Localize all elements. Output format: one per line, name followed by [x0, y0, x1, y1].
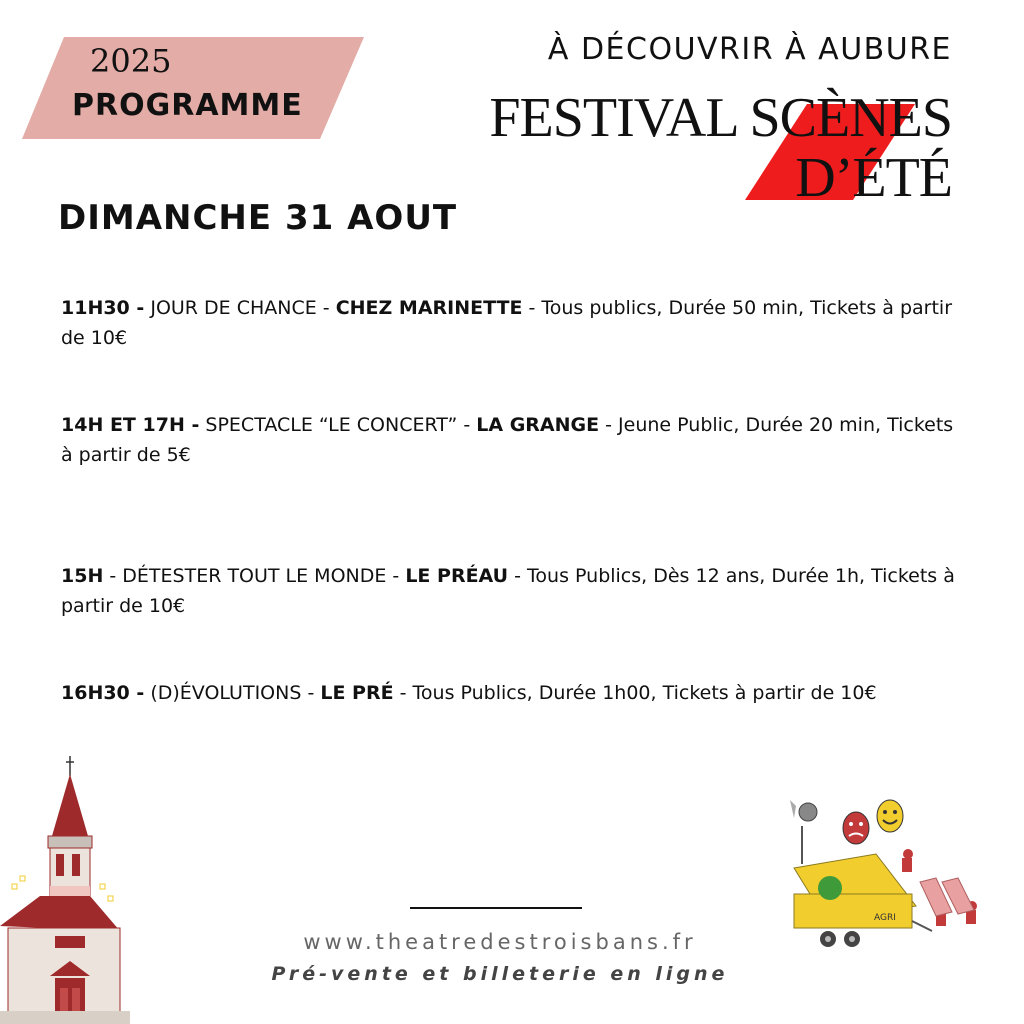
event-venue: LA GRANGE — [476, 414, 600, 436]
festival-title-line2: D’ÉTÉ — [795, 147, 952, 209]
event-time: 11H30 - — [61, 297, 145, 319]
event-details: - Tous publics, Durée 50 min, Tickets à partir de 10€ — [61, 297, 953, 349]
spotlight-icon — [790, 800, 817, 864]
event-venue: CHEZ MARINETTE — [335, 297, 523, 319]
festival-title-line1: FESTIVAL SCÈNES — [489, 87, 952, 149]
event-details: - Tous Publics, Dès 12 ans, Durée 1h, Tickets à partir de 10€ — [61, 565, 955, 617]
footer-tagline: Pré-vente et billeterie en ligne — [271, 963, 729, 985]
programme-label: PROGRAMME — [72, 88, 303, 123]
event-title: SPECTACLE “LE CONCERT” - — [199, 414, 477, 436]
event-venue: LE PRÉAU — [405, 565, 509, 587]
event-item — [61, 410, 961, 470]
event-time: 15H — [61, 565, 104, 587]
event-details: - Tous Publics, Durée 1h00, Tickets à partir de 10€ — [393, 682, 877, 704]
event-venue: LE PRÉ — [320, 682, 394, 704]
event-title: JOUR DE CHANCE - — [144, 297, 336, 319]
discover-subtitle: À DÉCOUVRIR À AUBURE — [547, 32, 952, 67]
event-item — [61, 561, 961, 621]
programme-year: 2025 — [90, 42, 172, 80]
event-item — [61, 678, 961, 708]
event-time: 16H30 - — [61, 682, 145, 704]
svg-text:AGRI: AGRI — [874, 913, 896, 923]
event-details: - Jeune Public, Durée 20 min, Tickets à partir de 5€ — [61, 414, 954, 466]
day-heading: DIMANCHE 31 AOUT — [58, 198, 458, 238]
event-title: - DÉTESTER TOUT LE MONDE - — [103, 565, 406, 587]
event-item — [61, 293, 961, 353]
website-link[interactable]: www.theatredestroisbans.fr — [303, 930, 697, 954]
event-time: 14H ET 17H - — [61, 414, 200, 436]
theatre-masks-icon — [843, 800, 903, 844]
footer-divider — [410, 907, 582, 909]
event-title: (D)ÉVOLUTIONS - — [144, 682, 321, 704]
